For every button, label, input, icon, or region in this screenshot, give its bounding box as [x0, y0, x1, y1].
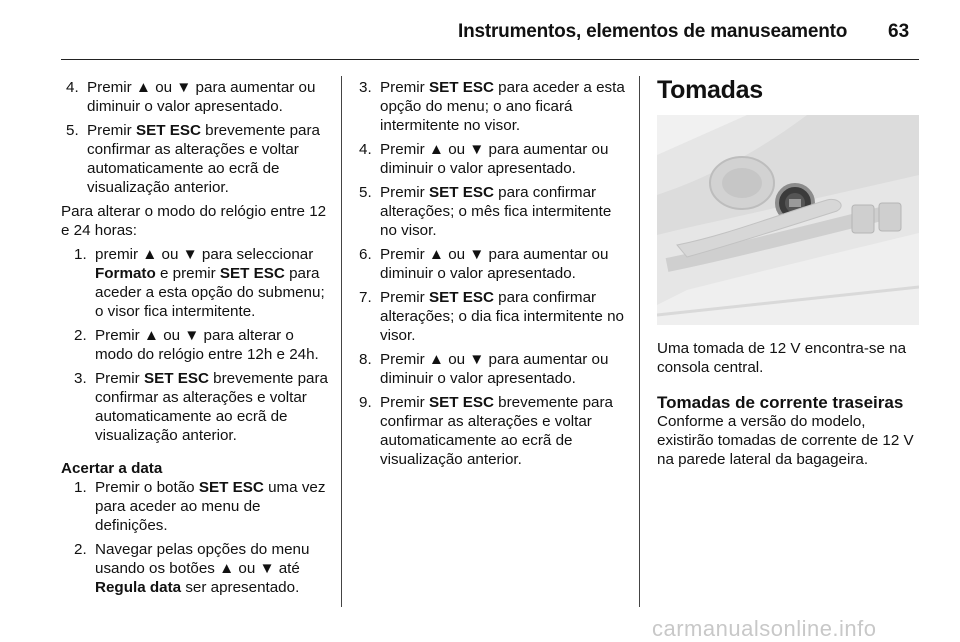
- step-text: [380, 394, 613, 468]
- watermark-text: carmanualsonline.info: [652, 616, 877, 641]
- step-text: [87, 122, 320, 196]
- text-run: Premir ▲ ou ▼ para aumentar ou diminuir o valor apresentado.: [380, 141, 609, 177]
- step-number: 8.: [359, 351, 372, 368]
- text-run: Premir: [380, 184, 429, 201]
- subheading-set-date: Acertar a data: [61, 460, 163, 477]
- text-run: ser apresentado.: [181, 579, 300, 596]
- steps-list-date-continued: [354, 78, 626, 469]
- text-run: Premir: [380, 394, 429, 411]
- list-item: [354, 140, 626, 178]
- text-run: Premir ▲ ou ▼ para aumentar ou diminuir o valor apresentado.: [380, 351, 609, 387]
- step-text: [95, 370, 328, 444]
- bold-term: SET ESC: [428, 79, 494, 96]
- step-number: 6.: [359, 246, 372, 263]
- list-item: [354, 288, 626, 345]
- list-item: [354, 78, 626, 135]
- step-number: 9.: [359, 394, 372, 411]
- list-item: [69, 478, 329, 535]
- text-run: Premir: [95, 370, 144, 387]
- subheading-rear-outlets: Tomadas de corrente traseiras: [657, 393, 904, 412]
- step-number: 2.: [74, 327, 87, 344]
- step-number: 1.: [74, 479, 87, 496]
- column-1: [61, 78, 329, 602]
- text-run: brevemente para confirmar as alterações e voltar automaticamente ao ecrã de visualização anterior.: [380, 394, 613, 468]
- list-item: [354, 183, 626, 240]
- text-run: brevemente para confirmar as alterações e voltar automaticamente ao ecrã de visualização anterior.: [95, 370, 328, 444]
- step-number: 4.: [359, 141, 372, 158]
- text-run: e premir: [155, 265, 220, 282]
- steps-list-clock-mode: [69, 245, 329, 445]
- text-run: Premir ▲ ou ▼ para aumentar ou diminuir o valor apresentado.: [380, 246, 609, 282]
- step-number: 3.: [359, 79, 372, 96]
- list-item: [69, 369, 329, 445]
- list-item: [354, 393, 626, 469]
- step-text: [380, 246, 608, 282]
- bold-term: SET ESC: [428, 394, 494, 411]
- text-run: Premir: [380, 289, 429, 306]
- list-item: [69, 326, 329, 364]
- step-text: [95, 541, 309, 596]
- photo-caption: Uma tomada de 12 V encontra-se na consola central.: [657, 340, 907, 376]
- step-text: [380, 79, 625, 134]
- bold-term: SET ESC: [143, 370, 209, 387]
- column-divider-2: [639, 76, 640, 607]
- bold-term: SET ESC: [428, 184, 494, 201]
- list-item: [61, 121, 329, 197]
- text-run: para aceder a esta opção do submenu; o visor fica intermitente.: [95, 265, 325, 320]
- list-item: [354, 350, 626, 388]
- bold-term: Regula data: [95, 579, 182, 596]
- step-text: [380, 351, 608, 387]
- text-run: para confirmar alterações; o mês fica intermitente no visor.: [380, 184, 612, 239]
- step-number: 1.: [74, 246, 87, 263]
- steps-list-set-date: [69, 478, 329, 597]
- step-number: 7.: [359, 289, 372, 306]
- steps-list: [61, 78, 329, 197]
- step-text: [95, 246, 325, 320]
- bold-term: SET ESC: [428, 289, 494, 306]
- text-run: Premir o botão: [95, 479, 199, 496]
- step-text: [380, 289, 624, 344]
- text-run: Navegar pelas opções do menu usando os botões ▲ ou ▼ até: [95, 541, 310, 577]
- bold-term: SET ESC: [219, 265, 285, 282]
- bold-term: SET ESC: [135, 122, 201, 139]
- text-run: Premir: [87, 122, 136, 139]
- header-rule: [61, 59, 919, 60]
- text-run: Premir: [380, 79, 429, 96]
- column-3: [657, 77, 925, 474]
- step-number: 5.: [359, 184, 372, 201]
- list-item: [69, 245, 329, 321]
- list-item: [354, 245, 626, 283]
- list-item: [61, 78, 329, 116]
- step-text: [87, 79, 315, 115]
- page-header-title: Instrumentos, elementos de manuseamento: [458, 21, 848, 42]
- text-run: uma vez para aceder ao menu de definições.: [95, 479, 326, 534]
- step-number: 5.: [66, 122, 79, 139]
- section-heading-tomadas: Tomadas: [657, 76, 763, 104]
- text-run: premir ▲ ou ▼ para seleccionar: [95, 246, 314, 263]
- power-outlet-photo: [657, 115, 919, 325]
- bold-term: Formato: [95, 265, 156, 282]
- step-text: [380, 184, 611, 239]
- page-number: 63: [888, 21, 910, 42]
- list-item: [69, 540, 329, 597]
- step-number: 3.: [74, 370, 87, 387]
- text-run: brevemente para confirmar as alterações e voltar automaticamente ao ecrã de visualização anterior.: [87, 122, 320, 196]
- console-illustration: [657, 115, 919, 325]
- text-run: para aceder a esta opção do menu; o ano ficará intermitente no visor.: [380, 79, 625, 134]
- paragraph-rear-outlets: Conforme a versão do modelo, existirão tomadas de corrente de 12 V na parede lateral da bagageira.: [657, 413, 914, 468]
- step-text: [380, 141, 608, 177]
- text-run: Premir ▲ ou ▼ para aumentar ou diminuir o valor apresentado.: [87, 79, 316, 115]
- column-2: [358, 78, 626, 474]
- bold-term: SET ESC: [198, 479, 264, 496]
- step-number: 4.: [66, 79, 79, 96]
- paragraph-clock-mode: Para alterar o modo do relógio entre 12 e 24 horas:: [61, 203, 327, 239]
- text-run: Premir ▲ ou ▼ para alterar o modo do relógio entre 12h e 24h.: [95, 327, 319, 363]
- column-divider-1: [341, 76, 342, 607]
- text-run: para confirmar alterações; o dia fica intermitente no visor.: [380, 289, 624, 344]
- step-number: 2.: [74, 541, 87, 558]
- step-text: [95, 479, 325, 534]
- step-text: [95, 327, 319, 363]
